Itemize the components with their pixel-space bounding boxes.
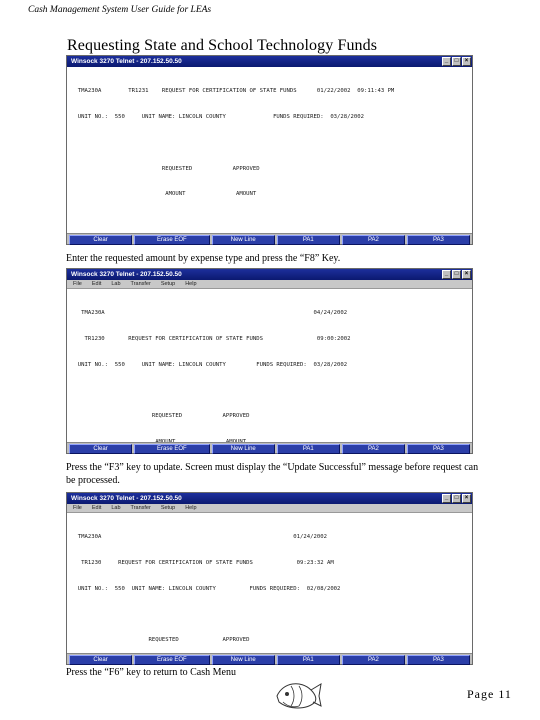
close-icon[interactable]: ×: [462, 270, 471, 279]
terminal-window-1: [66, 55, 473, 245]
erase-eof-button[interactable]: Erase EOF: [134, 444, 210, 454]
terminal-line: TR1230 REQUEST FOR CERTIFICATION OF STATE FUNDS 09:00:2002: [71, 335, 351, 342]
function-key-bar: [67, 233, 472, 244]
terminal-screen[interactable]: [67, 67, 472, 225]
page-title: Requesting State and School Technology Funds: [67, 37, 378, 54]
menu-lab[interactable]: Lab: [111, 505, 121, 511]
window-titlebar: [67, 56, 472, 67]
menu-transfer[interactable]: Transfer: [130, 505, 151, 511]
pa2-button[interactable]: PA2: [342, 235, 405, 245]
pa3-button[interactable]: PA3: [407, 235, 470, 245]
menu-edit[interactable]: Edit: [91, 505, 102, 511]
terminal-screen[interactable]: [67, 513, 472, 654]
fish-logo-icon: [271, 672, 323, 714]
menu-file[interactable]: File: [73, 281, 82, 287]
window-titlebar: [67, 493, 472, 504]
menu-setup[interactable]: Setup: [160, 281, 176, 287]
pa1-button[interactable]: PA1: [277, 655, 340, 665]
window-title: Winsock 3270 Telnet - 207.152.50.50: [71, 271, 182, 278]
menu-lab[interactable]: Lab: [111, 281, 121, 287]
pa2-button[interactable]: PA2: [342, 444, 405, 454]
clear-button[interactable]: Clear: [69, 235, 132, 245]
close-icon[interactable]: ×: [462, 494, 471, 503]
pa3-button[interactable]: PA3: [407, 444, 470, 454]
clear-button[interactable]: Clear: [69, 655, 132, 665]
new-line-button[interactable]: New Line: [212, 235, 275, 245]
terminal-line: [71, 216, 468, 225]
terminal-screen[interactable]: [67, 289, 472, 443]
pa2-button[interactable]: PA2: [342, 655, 405, 665]
erase-eof-button[interactable]: Erase EOF: [134, 235, 210, 245]
terminal-line: TR1230 REQUEST FOR CERTIFICATION OF STATE FUNDS 09:23:32 AM: [71, 559, 334, 566]
pa1-button[interactable]: PA1: [277, 444, 340, 454]
page-number: Page 11: [467, 687, 512, 701]
terminal-line: REQUESTED APPROVED: [71, 637, 250, 644]
terminal-line: TMA230A TR1231 REQUEST FOR CERTIFICATION OF STATE FUNDS 01/22/2002 09:11:43 PM: [71, 88, 395, 95]
terminal-line: UNIT NO.: 550 UNIT NAME: LINCOLN COUNTY FUNDS REQUIRED: 03/28/2002: [71, 113, 364, 120]
terminal-window-3: [66, 492, 473, 665]
function-key-bar: [67, 653, 472, 664]
terminal-line: TMA230A 01/24/2002: [71, 534, 327, 541]
pa1-button[interactable]: PA1: [277, 235, 340, 245]
menu-setup[interactable]: Setup: [160, 505, 176, 511]
new-line-button[interactable]: New Line: [212, 444, 275, 454]
instruction-caption: Enter the requested amount by expense type and press the “F8” Key.: [66, 253, 341, 264]
erase-eof-button[interactable]: Erase EOF: [134, 655, 210, 665]
new-line-button[interactable]: New Line: [212, 655, 275, 665]
menu-edit[interactable]: Edit: [91, 281, 102, 287]
menu-bar: [67, 504, 472, 513]
pa3-button[interactable]: PA3: [407, 655, 470, 665]
terminal-line: REQUESTED APPROVED: [71, 165, 260, 172]
maximize-icon[interactable]: □: [452, 57, 461, 66]
terminal-line: UNIT NO.: 550 UNIT NAME: LINCOLN COUNTY FUNDS REQUIRED: 03/28/2002: [71, 361, 348, 368]
terminal-line: REQUESTED APPROVED: [71, 413, 250, 420]
window-title: Winsock 3270 Telnet - 207.152.50.50: [71, 58, 182, 65]
terminal-line: [71, 611, 468, 620]
instruction-caption: Press the “F6” key to return to Cash Menu: [66, 667, 236, 678]
function-key-bar: [67, 442, 472, 453]
minimize-icon[interactable]: _: [442, 57, 451, 66]
minimize-icon[interactable]: _: [442, 270, 451, 279]
menu-help[interactable]: Help: [185, 505, 197, 511]
menu-transfer[interactable]: Transfer: [130, 281, 151, 287]
instruction-caption: Press the “F3” key to update. Screen must display the “Update Successful” message before request can be processed.: [66, 462, 479, 486]
document-header: Cash Management System User Guide for LEAs: [28, 5, 212, 15]
menu-help[interactable]: Help: [185, 281, 197, 287]
window-titlebar: [67, 269, 472, 280]
maximize-icon[interactable]: □: [452, 270, 461, 279]
terminal-window-2: [66, 268, 473, 454]
maximize-icon[interactable]: □: [452, 494, 461, 503]
menu-bar: [67, 280, 472, 289]
terminal-line: AMOUNT AMOUNT: [71, 191, 257, 198]
terminal-line: [71, 139, 468, 148]
terminal-line: UNIT NO.: 550 UNIT NAME: LINCOLN COUNTY FUNDS REQUIRED: 02/08/2002: [71, 585, 341, 592]
close-icon[interactable]: ×: [462, 57, 471, 66]
terminal-line: TMA230A 04/24/2002: [71, 310, 348, 317]
minimize-icon[interactable]: _: [442, 494, 451, 503]
menu-file[interactable]: File: [73, 505, 82, 511]
window-title: Winsock 3270 Telnet - 207.152.50.50: [71, 495, 182, 502]
clear-button[interactable]: Clear: [69, 444, 132, 454]
terminal-line: [71, 387, 468, 396]
